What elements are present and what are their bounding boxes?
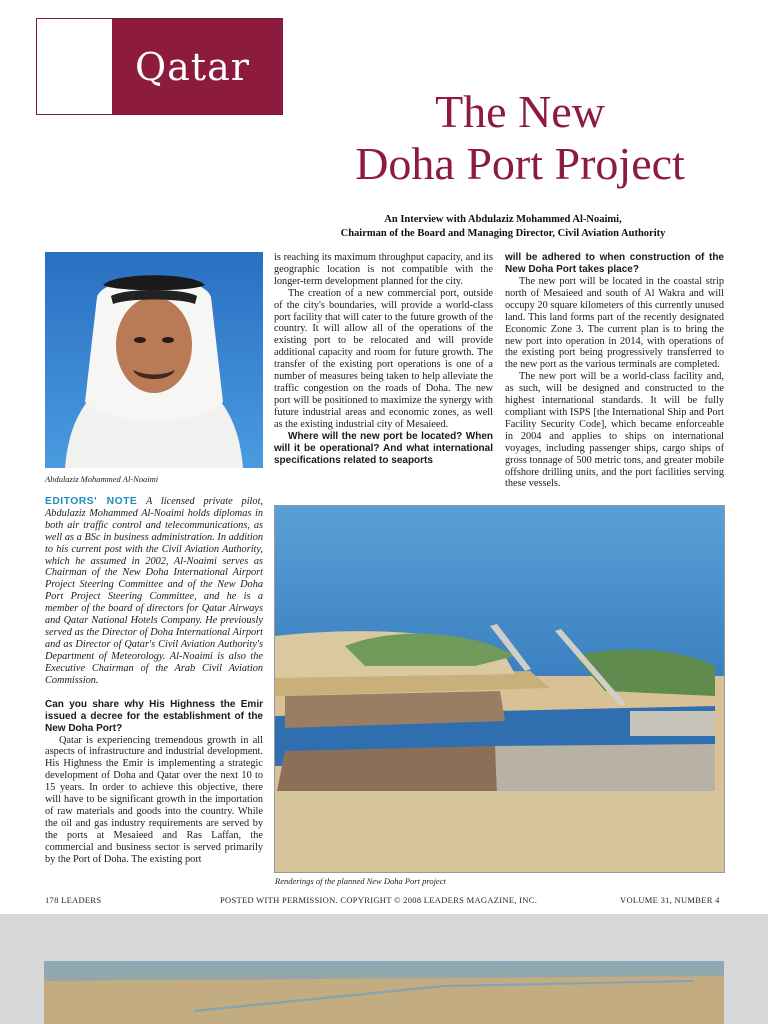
column-3 (505, 252, 724, 490)
title-line-1: The New (435, 86, 605, 137)
port-rendering-illustration (275, 506, 724, 872)
footer-volume: VOLUME 31, NUMBER 4 (620, 895, 720, 905)
qatar-wordmark: Qatar (135, 45, 250, 89)
question-1: Can you share why His Highness the Emir issued a decree for the establishment of the New Doha Port? (45, 698, 263, 734)
editors-note-label: EDITORS' NOTE (45, 496, 138, 507)
portrait-caption: Abdulaziz Mohammed Al-Noaimi (45, 474, 159, 484)
column-2 (274, 252, 493, 467)
portrait-photo (45, 252, 263, 468)
rendering-caption: Renderings of the planned New Doha Port project (275, 876, 446, 886)
title-line-2: Doha Port Project (355, 138, 685, 189)
byline-line-1: An Interview with Abdulaziz Mohammed Al-Noaimi, (384, 214, 622, 225)
column-1 (45, 496, 263, 865)
next-page-illustration (44, 961, 724, 1024)
byline-line-2: Chairman of the Board and Managing Director, Civil Aviation Authority (340, 228, 666, 239)
footer-page-number: 178 LEADERS (45, 895, 102, 905)
qatar-flag-logo (36, 18, 283, 115)
editors-note-text: A licensed private pilot, Abdulaziz Mohammed Al-Noaimi holds diplomas in both air traffic control and telecommunications, as well as a BSc in business administration. In addition to his current post with the Civil Aviation Authority, which he assumed in 2002, Al-Noaimi serves as Chairman of the New Doha International Airport Project Steering Committee and of the New Doha Port Project Steering Committee, and he is a member of the board of directors for Qatar Airways and Qatar National Hotels Company. He previously served as the Director of Doha International Airport and as Director of Qatar's Civil Aviation Authority's Department of Meteorology. Al-Noaimi is also the Executive Chairman of the Arab Civil Aviation Commission. (45, 496, 264, 686)
footer-copyright: POSTED WITH PERMISSION. COPYRIGHT © 2008 LEADERS MAGAZINE, INC. (220, 895, 538, 905)
port-rendering-image (274, 505, 725, 873)
article-byline (270, 213, 736, 241)
portrait-illustration (45, 252, 263, 468)
col3-paragraph-1: The new port will be located in the coastal strip north of Mesaieed and south of Al Wakra and will occupy 20 square kilometers of this currently unused land. This land forms part of the recently designated Economic Zone 3. The current plan is to bring the new port into operation in 2014, with operations of the existing port being progressively transferred to the new port as the various terminals are completed. (505, 276, 724, 371)
col3-paragraph-2: The new port will be a world-class facility and, as such, will be designed and constructed to the highest international standards. It will be fully compliant with ISPS [the International Ship and Port Facility Security Code], which became enforceable in 2004 and applies to ships on international voyages, including passenger ships, cargo ships of gross tonnage of 500 metric tons, and greater mobile offshore drilling units, and the port facilities serving these vessels. (505, 371, 724, 490)
col2-paragraph-1: is reaching its maximum throughput capacity, and its geographic location is not compatible with the longer-term development planned for the city. (274, 252, 493, 287)
next-page-image-fragment (44, 961, 724, 1024)
editors-note (45, 496, 263, 687)
col2-paragraph-2: The creation of a new commercial port, outside of the city's boundaries, will provide a world-class port facility that will cater to the future growth of the country. It will allow all of the operations of the existing port to be relocated and will provide additional capacity and room for future growth. The transfer of the existing port operations is one of a number of measures being taken to help alleviate the traffic congestion on the roads of Doha. The new port will be positioned to maximize the synergy with future industrial areas and economic zones, as well as the existing industrial city of Mesaieed. (274, 287, 493, 430)
answer-1: Qatar is experiencing tremendous growth in all aspects of infrastructure and industrial development. His Highness the Emir is implementing a strategic development of Doha and Qatar over the next 10 to 15 years. In order to achieve this objective, there will have to be significant growth in the importation of raw materials and goods into the country. While the oil and gas industry requirements are served by the ports at Mesaieed and Ras Laffan, the commercial and business sector is served primarily by the Port of Doha. The existing port (45, 734, 263, 865)
question-2: Where will the new port be located? When will it be operational? And what international specifications related to seaports (274, 430, 493, 466)
article-title (300, 86, 740, 190)
question-2-continued: will be adhered to when construction of the New Doha Port takes place? (505, 252, 724, 275)
flag-serration (97, 19, 127, 114)
